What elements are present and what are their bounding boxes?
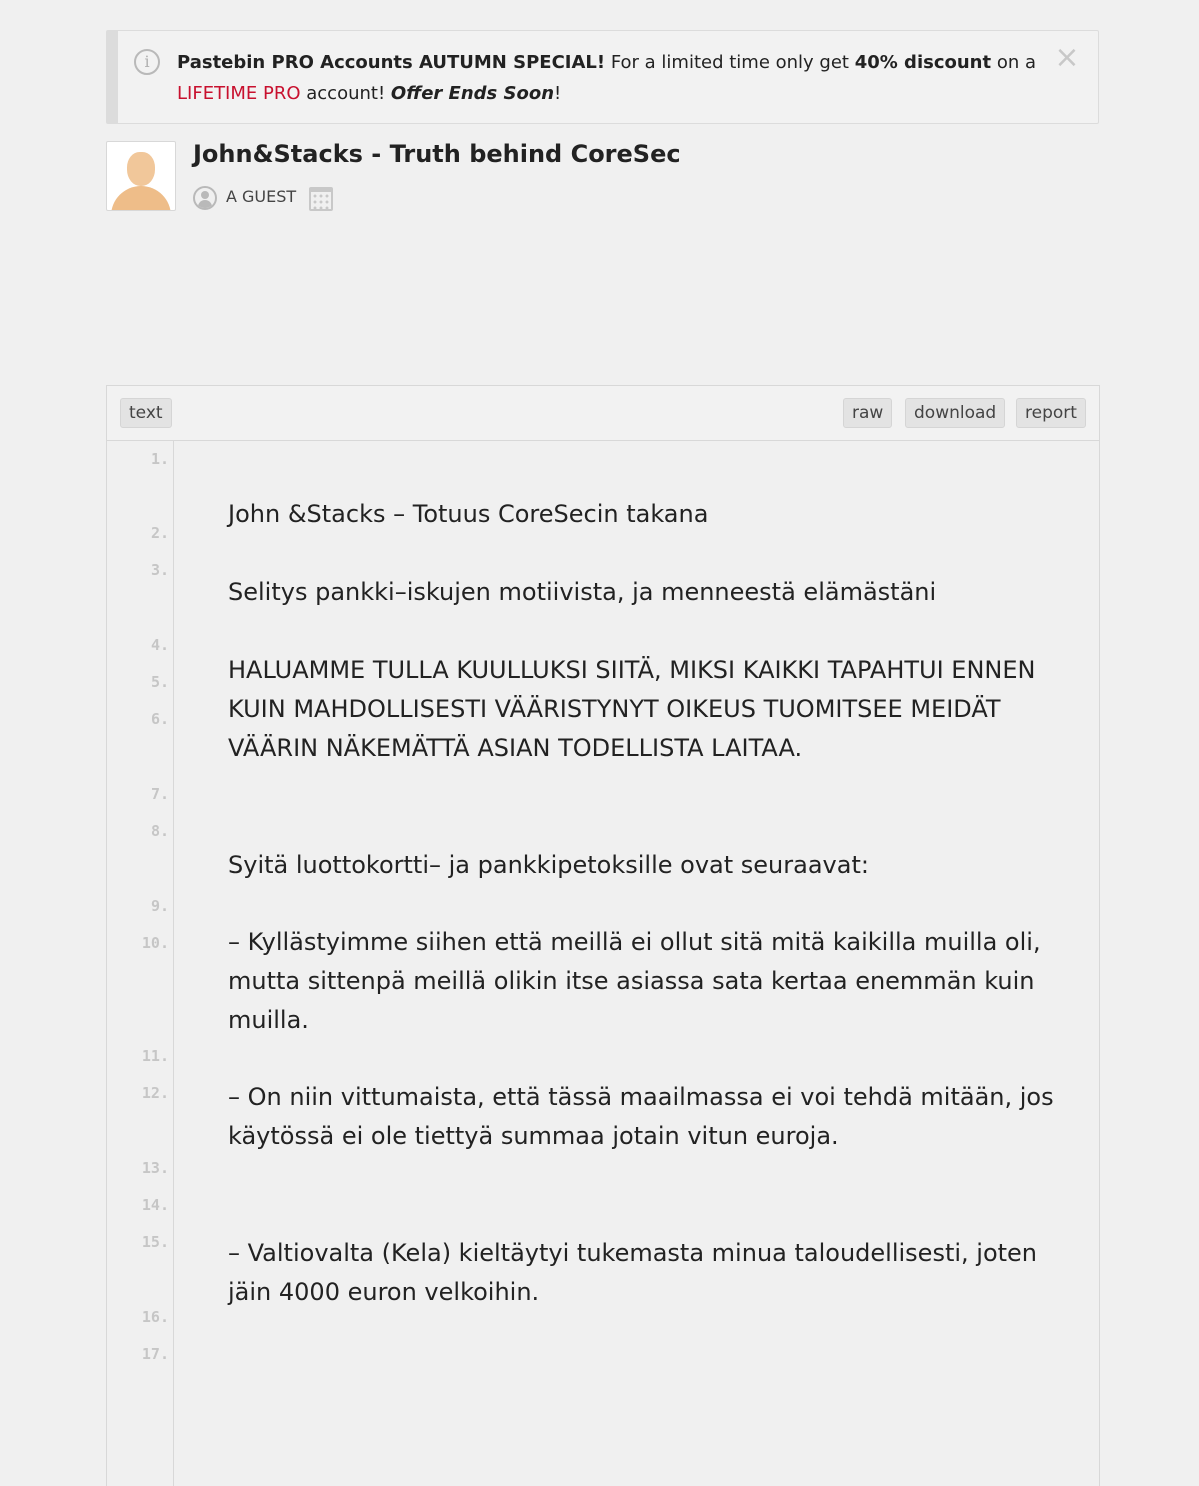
paste-title: John&Stacks - Truth behind CoreSec <box>193 140 681 168</box>
promo-offer-ends: Offer Ends Soon <box>390 83 555 104</box>
code-line: Selitys pankki–iskujen motiivista, ja menneestä elämästäni <box>228 578 937 606</box>
promo-headline: Pastebin PRO Accounts AUTUMN SPECIAL! <box>177 52 606 73</box>
download-button[interactable]: download <box>905 398 1005 428</box>
avatar-body <box>111 186 171 211</box>
close-icon[interactable]: × <box>1054 40 1080 75</box>
line-number: 7. <box>150 785 169 803</box>
promo-text-3: account! <box>300 83 391 104</box>
code-line: Syitä luottokortti– ja pankkipetoksille ovat seuraavat: <box>228 851 869 879</box>
promo-text-4: ! <box>554 83 562 104</box>
code-line: – Valtiovalta (Kela) kieltäytyi tukemasta minua taloudellisesti, joten jäin 4000 euron velkoihin. <box>228 1239 1038 1306</box>
line-number: 10. <box>141 934 169 952</box>
line-number: 8. <box>150 822 169 840</box>
author-label: A GUEST <box>226 187 297 206</box>
line-number: 3. <box>150 561 169 579</box>
line-number: 14. <box>141 1196 169 1214</box>
line-number: 4. <box>150 636 169 654</box>
code-line: – On niin vittumaista, että tässä maailmassa ei voi tehdä mitään, jos käytössä ei ole tiettyä summaa jotain vitun euroja. <box>228 1083 1054 1150</box>
promo-text-2: on a <box>991 52 1036 73</box>
line-number: 2. <box>150 524 169 542</box>
line-number: 6. <box>150 710 169 728</box>
promo-lifetime-link[interactable]: LIFETIME PRO <box>177 83 301 104</box>
raw-button[interactable]: raw <box>843 398 892 428</box>
line-number: 16. <box>141 1308 169 1326</box>
line-number: 17. <box>141 1345 169 1363</box>
paste-code-box <box>106 385 1100 1486</box>
line-number: 1. <box>150 450 169 468</box>
line-number: 13. <box>141 1159 169 1177</box>
syntax-button[interactable]: text <box>120 398 172 428</box>
code-line: John &Stacks – Totuus CoreSecin takana <box>228 500 709 528</box>
promo-discount: 40% discount <box>854 52 992 73</box>
info-icon: i <box>134 49 160 75</box>
line-number: 11. <box>141 1047 169 1065</box>
avatar-head <box>127 152 155 186</box>
code-line: HALUAMME TULLA KUULLUKSI SIITÄ, MIKSI KAIKKI TAPAHTUI ENNEN KUIN MAHDOLLISESTI VÄÄRISTYNYT OIKEUS TUOMITSEE MEIDÄT VÄÄRIN NÄKEMÄTTÄ ASIAN TODELLISTA LAITAA. <box>228 656 1036 762</box>
user-icon <box>193 186 217 210</box>
promo-text-1: For a limited time only get <box>605 52 855 73</box>
line-number: 9. <box>150 897 169 915</box>
calendar-icon <box>309 187 333 211</box>
promo-message <box>177 47 1037 109</box>
promo-notice <box>106 30 1099 124</box>
report-button[interactable]: report <box>1016 398 1086 428</box>
line-number: 15. <box>141 1233 169 1251</box>
code-toolbar <box>107 386 1099 441</box>
code-line: – Kyllästyimme siihen että meillä ei ollut sitä mitä kaikilla muilla oli, mutta sittenpä meillä olikin itse asiassa sata kertaa enemmän kuin muilla. <box>228 928 1041 1034</box>
line-number: 12. <box>141 1084 169 1102</box>
line-number-gutter <box>107 441 174 1486</box>
line-number: 5. <box>150 673 169 691</box>
avatar <box>106 141 176 211</box>
